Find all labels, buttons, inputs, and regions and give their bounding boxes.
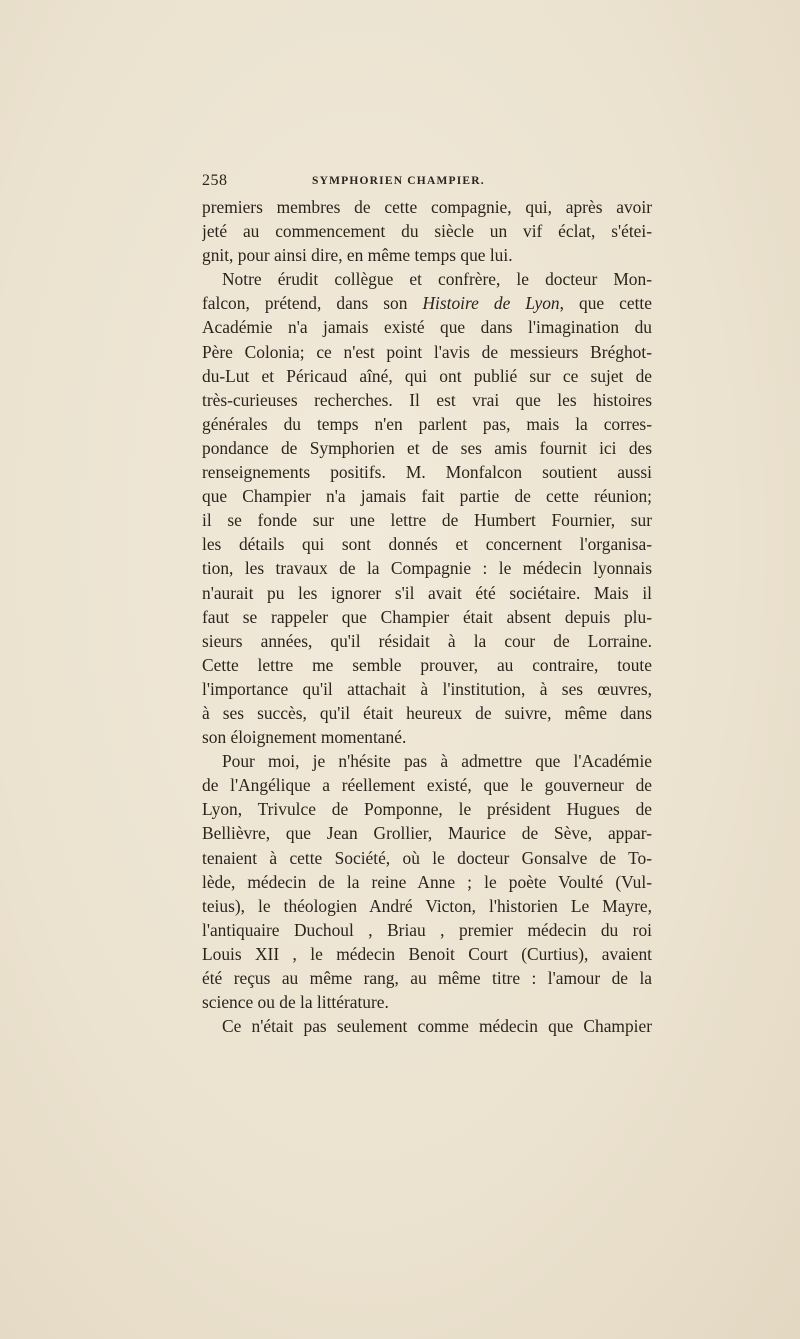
text-line: Bellièvre, que Jean Grollier, Maurice de Sève, appar- [202, 823, 652, 844]
text-line: faut se rappeler que Champier était absent depuis plu- [202, 606, 652, 627]
text-line: pondance de Symphorien et de ses amis fournit ici des [202, 437, 652, 458]
text-line: Cette lettre me semble prouver, au contraire, toute [202, 654, 652, 675]
text-line: son éloignement momentané. [202, 727, 407, 748]
text-line: Notre érudit collègue et confrère, le docteur Mon- [222, 269, 652, 290]
book-title: Histoire de Lyon [422, 293, 560, 314]
text-line: gnit, pour ainsi dire, en même temps que lui. [202, 245, 513, 266]
text-line: teius), le théologien André Victon, l'historien Le Mayre, [202, 895, 652, 916]
text-line: premiers membres de cette compagnie, qui, après avoir [202, 197, 652, 217]
running-head [202, 172, 652, 192]
text-line: tenaient à cette Société, où le docteur Gonsalve de To- [202, 847, 652, 868]
text-line: lède, médecin de la reine Anne ; le poète Voulté (Vul- [202, 871, 652, 892]
text-line: n'aurait pu les ignorer s'il avait été sociétaire. Mais il [202, 582, 652, 603]
text-line: renseignements positifs. M. Monfalcon soutient aussi [202, 462, 652, 483]
text-line: générales du temps n'en parlent pas, mais la corres- [202, 413, 652, 434]
text-line: Père Colonia; ce n'est point l'avis de messieurs Bréghot- [202, 341, 652, 362]
text-line: science ou de la littérature. [202, 992, 389, 1013]
text-line: tion, les travaux de la Compagnie : le médecin lyonnais [202, 558, 652, 579]
body-text [202, 195, 652, 1038]
text-line: Ce n'était pas seulement comme médecin que Champier [222, 1016, 652, 1037]
text-line: l'importance qu'il attachait à l'institution, à ses œuvres, [202, 678, 652, 699]
page-number: 258 [202, 172, 228, 189]
text-line: du-Lut et Péricaud aîné, qui ont publié sur ce sujet de [202, 365, 652, 386]
text-line: jeté au commencement du siècle un vif éclat, s'étei- [202, 221, 652, 242]
text-line: Académie n'a jamais existé que dans l'imagination du [202, 317, 652, 338]
text-line: été reçus au même rang, au même titre : l'amour de la [202, 968, 652, 988]
text-line: sieurs années, qu'il résidait à la cour de Lorraine. [202, 630, 652, 651]
text-line [202, 291, 652, 315]
text-line: les détails qui sont donnés et concernent l'organisa- [202, 534, 652, 555]
text-line: Pour moi, je n'hésite pas à admettre que l'Académie [222, 751, 652, 772]
text-line: à ses succès, qu'il était heureux de suivre, même dans [202, 702, 652, 723]
text-line: de l'Angélique a réellement existé, que le gouverneur de [202, 775, 652, 796]
running-title: SYMPHORIEN CHAMPIER. [312, 175, 485, 187]
text-line: Lyon, Trivulce de Pomponne, le président Hugues de [202, 799, 652, 820]
text-line: très-curieuses recherches. Il est vrai que les histoires [202, 389, 652, 410]
text-line: il se fonde sur une lettre de Humbert Fournier, sur [202, 510, 652, 531]
text-line: Louis XII , le médecin Benoit Court (Curtius), avaient [202, 943, 652, 964]
text-line: que Champier n'a jamais fait partie de cette réunion; [202, 486, 652, 507]
text-fragment: , que cette [559, 293, 652, 314]
text-line: l'antiquaire Duchoul , Briau , premier médecin du roi [202, 919, 652, 940]
text-fragment: falcon, prétend, dans son [202, 293, 423, 314]
